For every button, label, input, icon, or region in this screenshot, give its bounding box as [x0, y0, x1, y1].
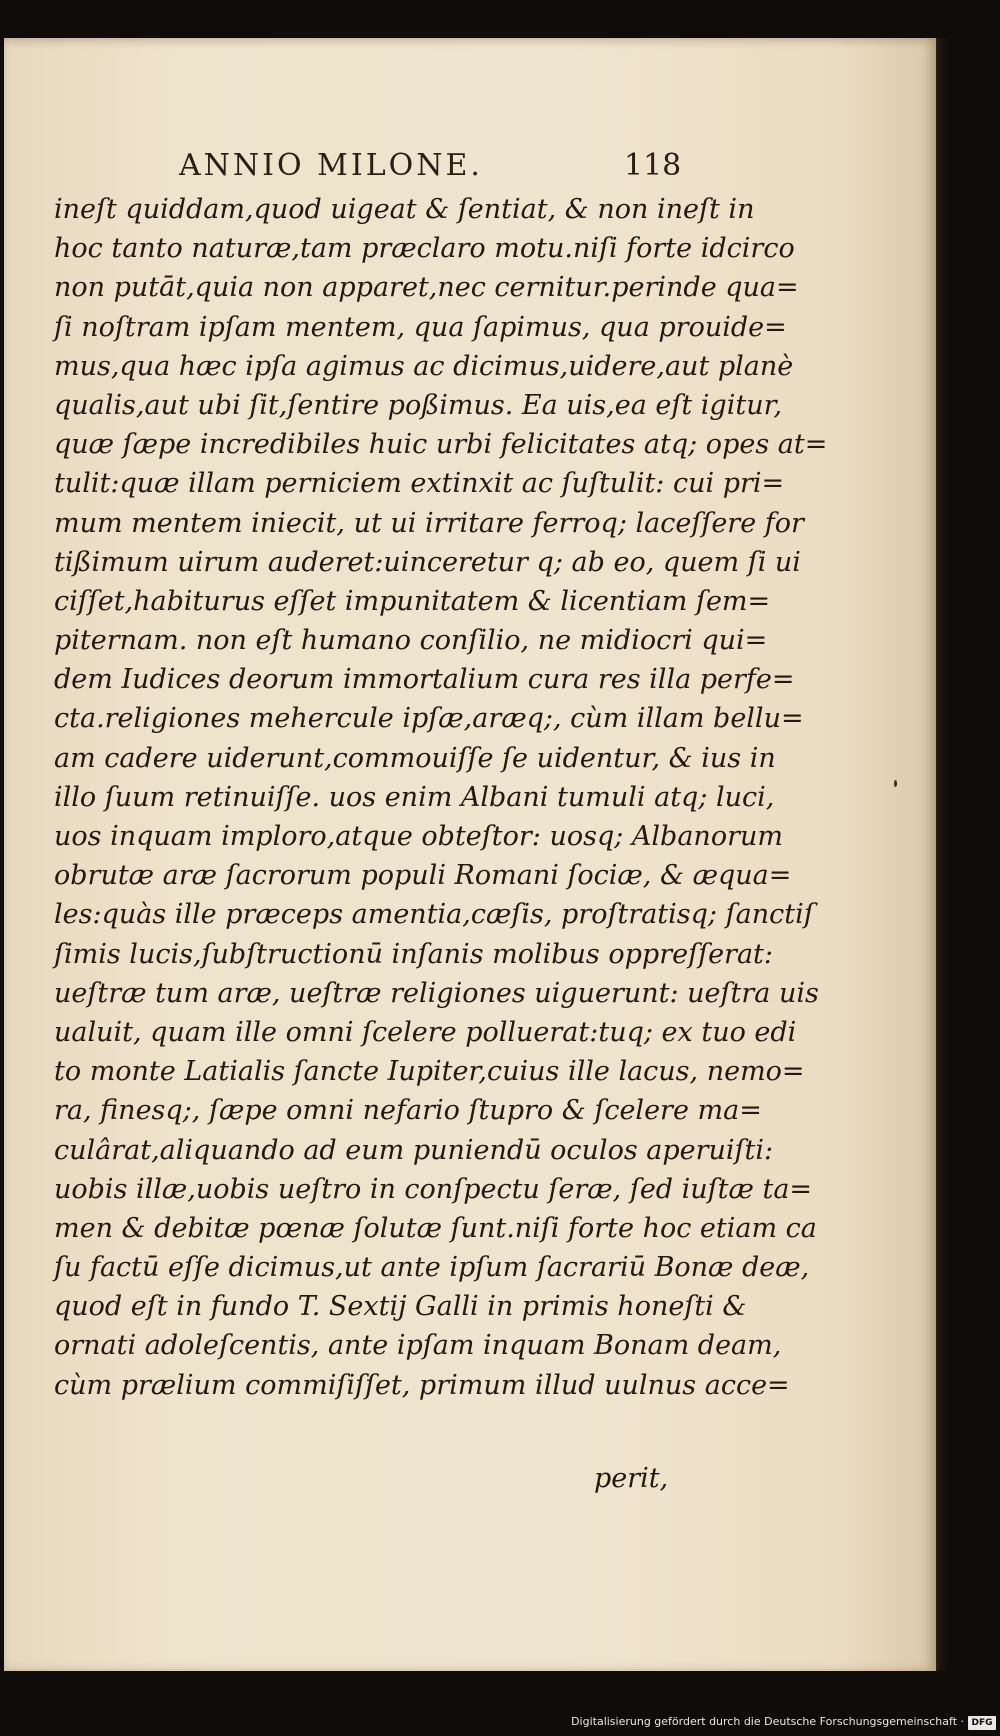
- footer-bar: [0, 1706, 1000, 1736]
- funding-credit: Digitalisierung gefördert durch die Deutsche Forschungsgemeinschaft ·: [571, 1715, 964, 1728]
- ink-speck: [894, 780, 897, 787]
- text-line: tißimum uirum auderet:uinceretur q; ab eo, quem ſi ui: [54, 546, 801, 578]
- catchword: perit,: [594, 1463, 669, 1494]
- text-line: dem Iudices deorum immortalium cura res illa perfe=: [54, 664, 795, 696]
- text-line: quæ ſæpe incredibiles huic urbi felicitates atq; opes at=: [54, 429, 828, 461]
- text-line: qualis,aut ubi ſit,ſentire poßimus. Ea uis,ea eſt igitur,: [54, 389, 783, 421]
- text-line: ra, finesq;, ſæpe omni nefario ſtupro & ſcelere ma=: [54, 1095, 762, 1127]
- text-line: hoc tanto naturæ,tam præclaro motu.niſi forte idcirco: [54, 233, 795, 265]
- text-line: illo ſuum retinuiſſe. uos enim Albani tumuli atq; luci,: [54, 781, 775, 813]
- text-line: to monte Latialis ſancte Iupiter,cuius ille lacus, nemo=: [54, 1056, 805, 1088]
- text-line: ualuit, quam ille omni ſcelere polluerat:tuq; ex tuo edi: [54, 1016, 797, 1048]
- text-line: ineſt quiddam,quod uigeat & ſentiat, & non ineſt in: [54, 194, 755, 225]
- text-line: am cadere uiderunt,commouiſſe ſe uidentur, & ius in: [54, 742, 776, 774]
- text-line: quod eſt in fundo T. Sextij Galli in primis honeſti &: [54, 1291, 747, 1323]
- text-line: ſu factū eſſe dicimus,ut ante ipſum ſacrariū Bonæ deæ,: [54, 1252, 810, 1284]
- text-line: obrutæ aræ ſacrorum populi Romani ſociæ, & æqua=: [54, 860, 792, 892]
- text-line: piternam. non eſt humano conſilio, ne midiocri qui=: [54, 625, 768, 657]
- body-text: [54, 190, 828, 1405]
- text-line: mus,qua hæc ipſa agimus ac dicimus,uidere,aut planè: [54, 350, 794, 382]
- text-line: ornati adoleſcentis, ante ipſam inquam Bonam deam,: [54, 1330, 782, 1362]
- text-line: uos inquam imploro,atque obteſtor: uosq; Albanorum: [54, 821, 783, 852]
- dfg-logo-icon: DFG: [968, 1716, 996, 1730]
- text-line: culârat,aliquando ad eum puniendū oculos aperuiſti:: [54, 1134, 774, 1166]
- folio-number: 118: [624, 148, 682, 183]
- text-line: non putāt,quia non apparet,nec cernitur.perinde qua=: [54, 272, 799, 304]
- book-page: [4, 38, 939, 1671]
- text-line: men & debitæ pœnæ ſolutæ ſunt.niſi forte hoc etiam ca: [54, 1212, 817, 1244]
- text-line: cùm prælium commiſiſſet, primum illud uulnus acce=: [54, 1369, 790, 1401]
- text-line: cta.religiones mehercule ipſæ,aræq;, cùm illam bellu=: [54, 703, 804, 735]
- text-line: ueſtræ tum aræ, ueſtræ religiones uiguerunt: ueſtra uis: [54, 977, 819, 1009]
- text-line: ſimis lucis,ſubſtructionū inſanis molibus oppreſſerat:: [54, 938, 773, 970]
- text-line: mum mentem iniecit, ut ui irritare ferroq; laceſſere for: [54, 507, 804, 539]
- page-edge: [938, 38, 950, 1671]
- text-line: ſi noſtram ipſam mentem, qua ſapimus, qua prouide=: [54, 311, 787, 343]
- text-line: tulit:quæ illam perniciem extinxit ac ſuſtulit: cui pri=: [54, 468, 785, 500]
- running-head: ANNIO MILONE.: [179, 148, 483, 183]
- text-line: ciſſet,habiturus eſſet impunitatem & licentiam ſem=: [54, 585, 771, 617]
- text-line: uobis illæ,uobis ueſtro in conſpectu ſeræ, ſed iuſtæ ta=: [54, 1173, 813, 1205]
- text-line: les:quàs ille præceps amentia,cæſis, proſtratisq; ſanctiſ: [54, 899, 814, 931]
